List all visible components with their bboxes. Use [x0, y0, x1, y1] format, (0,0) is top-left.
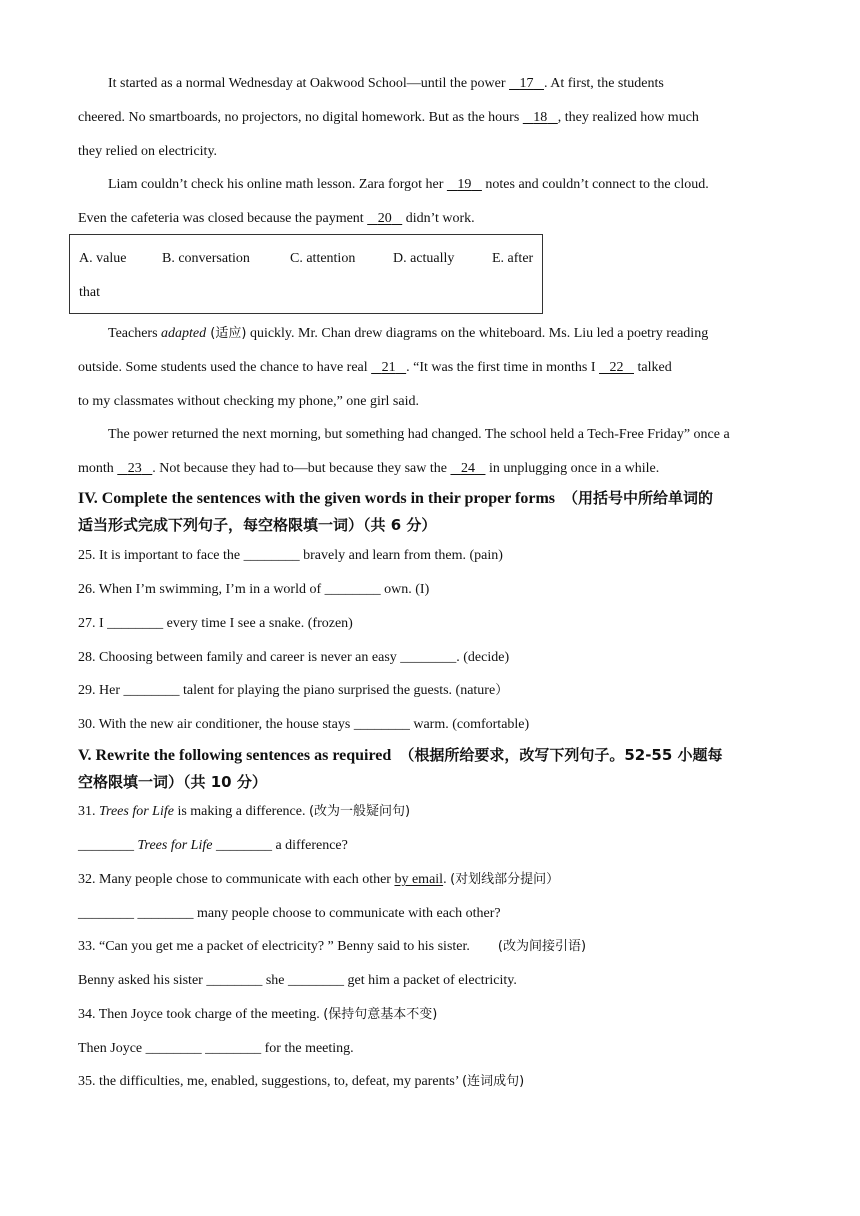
text: is making a difference. [173, 804, 309, 819]
text: notes and couldn’t connect to the cloud. [481, 177, 709, 192]
word-options-box [69, 234, 543, 314]
heading-cn: （用括号中所给单词的 [563, 489, 714, 507]
blank-21: 21 [381, 360, 396, 375]
underlined-phrase: by email [394, 872, 444, 887]
heading-en: IV. Complete the sentences with the given words in their proper forms [78, 490, 556, 507]
option-d: D. actually [393, 251, 455, 266]
question-29 [78, 682, 508, 700]
question-30: 30. With the new air conditioner, the house stays ________ warm. (comfortable) [78, 717, 530, 732]
text: ________ [78, 838, 138, 853]
text: talked [634, 360, 672, 375]
option-a: A. value [79, 251, 127, 266]
passage-line: The power returned the next morning, but something had changed. The school held a Tech-Free Friday” once a [108, 427, 730, 442]
text: . Not because they had to—but because they saw the [152, 461, 451, 476]
passage-line [108, 75, 664, 93]
passage-line: they relied on electricity. [78, 144, 218, 159]
italic-word: adapted [161, 326, 207, 341]
text: month [78, 461, 118, 476]
instruction-cn: (连词成句) [462, 1074, 525, 1089]
text: cheered. No smartboards, no projectors, no digital homework. But as the hours [78, 110, 523, 125]
option-b: B. conversation [162, 251, 250, 266]
heading-cn: （根据所给要求，改写下列句子。52-55 小题每 [399, 746, 723, 764]
passage-line [78, 210, 475, 228]
blank-18: 18 [533, 110, 548, 125]
text: ________ a difference? [212, 838, 348, 853]
heading-en: V. Rewrite the following sentences as required [78, 747, 392, 764]
text: 33. “Can you get me a packet of electricity? ” Benny said to his sister. [78, 939, 498, 954]
text: 34. Then Joyce took charge of the meeting. [78, 1007, 324, 1022]
question-35 [78, 1073, 524, 1091]
text: Even the cafeteria was closed because the payment [78, 211, 368, 226]
text: 29. Her ________ talent for playing the piano surprised the guests. (nature [78, 683, 496, 698]
question-33 [78, 938, 586, 956]
blank-19: 19 [457, 177, 472, 192]
question-26: 26. When I’m swimming, I’m in a world of ________ own. (I) [78, 582, 430, 597]
answer-32: ________ ________ many people choose to communicate with each other? [78, 906, 501, 921]
text: It started as a normal Wednesday at Oakwood School—until the power [108, 76, 510, 91]
blank-20: 20 [377, 211, 392, 226]
question-28: 28. Choosing between family and career is never an easy ________. (decide) [78, 650, 510, 665]
option-c: C. attention [290, 251, 356, 266]
passage-line [78, 359, 672, 377]
passage-line [108, 176, 709, 194]
chinese-gloss: (适应) [206, 326, 247, 341]
question-32 [78, 871, 559, 889]
text: didn’t work. [402, 211, 475, 226]
heading-cn: 适当形式完成下列句子，每空格限填一词）（共 6 分） [78, 516, 437, 534]
answer-33: Benny asked his sister ________ she ________ get him a packet of electricity. [78, 973, 517, 988]
chinese-paren: ） [495, 683, 509, 698]
text: , they realized how much [557, 110, 699, 125]
section-5-heading [78, 742, 788, 795]
text: quickly. Mr. Chan drew diagrams on the whiteboard. Ms. Liu led a poetry reading [246, 326, 709, 341]
question-27: 27. I ________ every time I see a snake. (frozen) [78, 616, 353, 631]
text: 32. Many people chose to communicate with each other [78, 872, 395, 887]
passage-line [78, 109, 699, 127]
blank-23: 23 [127, 461, 142, 476]
instruction-cn: (改为一般疑问句) [308, 804, 411, 819]
question-34 [78, 1006, 437, 1024]
option-e-wrap: that [79, 285, 100, 300]
blank-17: 17 [519, 76, 534, 91]
instruction-cn: (对划线部分提问） [450, 872, 560, 887]
italic-title: Trees for Life [99, 804, 174, 819]
text: 35. the difficulties, me, enabled, suggestions, to, defeat, my parents’ [78, 1074, 462, 1089]
instruction-cn: (改为间接引语) [497, 939, 587, 954]
answer-34: Then Joyce ________ ________ for the meeting. [78, 1041, 354, 1056]
text: outside. Some students used the chance to have real [78, 360, 372, 375]
answer-31 [78, 837, 348, 855]
option-e: E. after [492, 251, 534, 266]
text: . “It was the first time in months I [406, 360, 599, 375]
blank-24: 24 [460, 461, 475, 476]
question-25: 25. It is important to face the ________ bravely and learn from them. (pain) [78, 548, 503, 563]
text: . [443, 872, 451, 887]
section-4-heading [78, 485, 788, 538]
question-31 [78, 803, 410, 821]
text: Liam couldn’t check his online math lesson. Zara forgot her [108, 177, 447, 192]
italic-title: Trees for Life [137, 838, 213, 853]
blank-22: 22 [609, 360, 624, 375]
passage-line [108, 325, 708, 343]
passage-line: to my classmates without checking my phone,” one girl said. [78, 394, 419, 409]
text: in unplugging once in a while. [485, 461, 660, 476]
heading-cn: 空格限填一词）（共 10 分） [78, 773, 267, 791]
passage-line [78, 460, 659, 478]
text: . At first, the students [544, 76, 664, 91]
instruction-cn: (保持句意基本不变) [323, 1007, 438, 1022]
text: Teachers [108, 326, 162, 341]
text: 31. [78, 804, 99, 819]
